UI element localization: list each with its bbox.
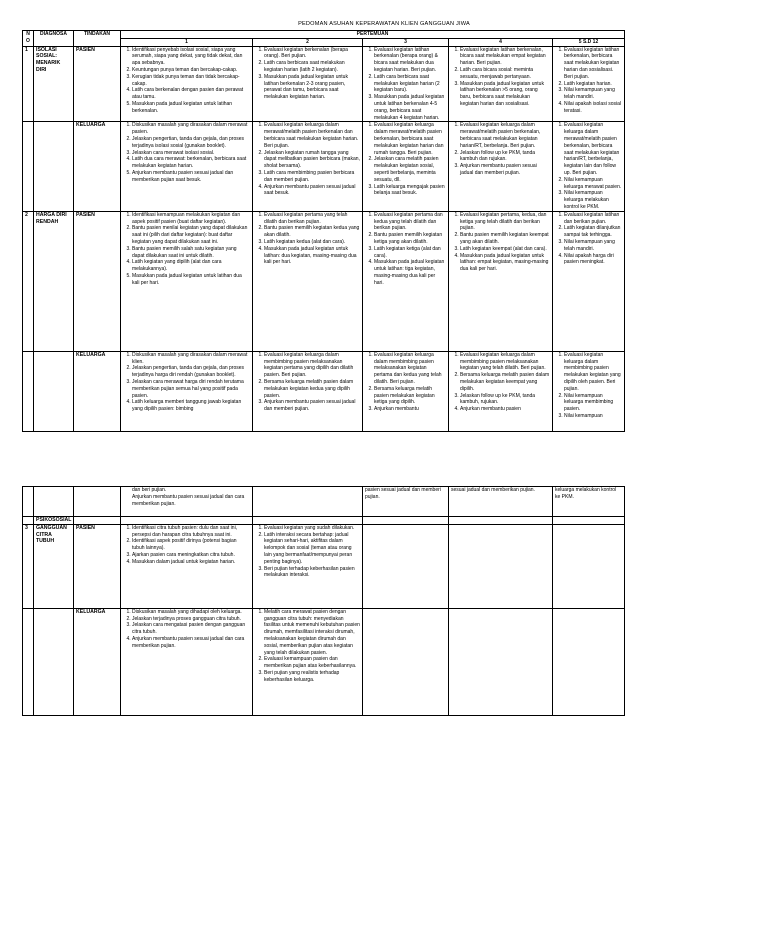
activity-item: 1. Evaluasi kegiatan keluarga dalam membimbing pasien melaksanakan kegiatan pertama yang dipilih dan dilatih pasien. Beri pujian. <box>264 352 360 379</box>
activity-item: 1. Evaluasi kegiatan keluarga dalam membimbing pasien melaksanakan kegiatan pertama dan kedua yang telah dilatih. Beri pujian. <box>374 352 446 386</box>
activity-item: 4. Latih cara berkenalan dengan pasien dan perawat atau tamu. <box>132 87 250 101</box>
activity-item: 2. Jelaskan cara melatih pasien melakukan kegiatan sosial, seperti berbelanja, meminta sesuatu, dll. <box>374 156 446 183</box>
activity-item: 1. Diskusikan masalah yang dihadapi oleh keluarga. <box>132 609 250 616</box>
activity-item: 5. Anjurkan membantu pasien sesuai jadual dan memberikan pujian saat besuk. <box>132 170 250 184</box>
activity-item: 3. Nilai kemampuan yang telah mandiri. <box>564 239 622 253</box>
meeting-cell-4 <box>449 524 553 608</box>
document-title: PEDOMAN ASUHAN KEPERAWATAN KLIEN GANGGUAN JIWA <box>298 21 470 27</box>
action-target-cell: PASIEN <box>74 524 121 608</box>
activity-item: 2. Bantu pasien memilih kegiatan ketiga yang akan dilatih. <box>374 232 446 246</box>
meeting-cell-2 <box>253 211 363 351</box>
activity-list <box>451 47 550 108</box>
activity-item: 3. Nilai kemampuan <box>564 413 622 420</box>
activity-item: 3. Masukkan pada jadual kegiatan untuk latihan berkenalan 4-5 orang, berbicara saat melakukan 4 kegiatan harian. <box>374 94 446 121</box>
activity-item: 3. Latih kegiatan keempat (alat dan cara). <box>460 246 550 253</box>
header-no: N O <box>23 31 34 47</box>
activity-item: 4. Latih dua cara merawat: berkenalan, berbicara saat melakukan kegiatan harian. <box>132 156 250 170</box>
meeting-cell-5 <box>553 351 625 431</box>
activity-list <box>555 47 622 115</box>
activity-item: 4. Nilai apakah isolasi sosial teratasi. <box>564 101 622 115</box>
activity-item: 2. Bersama keluarga melatih pasien dalam melakukan kegiatan kedua yang dipilih pasien. <box>264 379 360 399</box>
meeting-cell-1 <box>121 46 253 122</box>
meeting-cell-2 <box>253 46 363 122</box>
activity-list <box>365 122 446 197</box>
header-tindakan: TINDAKAN <box>74 31 121 47</box>
header-meeting-1: 1 <box>121 38 253 46</box>
action-target-cell: KELUARGA <box>74 608 121 715</box>
meeting-cell-5 <box>553 46 625 122</box>
activity-item: 3. Bantu pasien memilih salah satu kegiatan yang dapat dilakukan saat ini untuk dilatih. <box>132 246 250 260</box>
activity-item: 2. Latih interaksi secara bertahap: jadual kegiatan sehari-hari, aktifitas dalam kelompok dan sosial (teman atau orang lain yang bermanfaat/mempunyai peran penting baginya). <box>264 532 360 566</box>
meeting-cell-3 <box>363 608 449 715</box>
table-row <box>23 46 625 122</box>
table-row <box>23 351 625 431</box>
meeting-cell-5 <box>553 211 625 351</box>
activity-item: 2. Keuntungan punya teman dan bercakap-cakap. <box>132 67 250 74</box>
activity-item: 3. Masukkan pada jadual kegiatan untuk latihan berkenalan >5 orang, orang baru, berbicara saat melakukan kegiatan harian dan sosialisasi. <box>460 81 550 108</box>
diagnosis-cell: GANGGUAN CITRA TUBUH <box>34 524 74 608</box>
action-target-cell: KELUARGA <box>74 351 121 431</box>
table-row <box>23 122 625 211</box>
activity-list <box>365 212 446 287</box>
activity-list <box>255 352 360 413</box>
activity-item: 4. Masukkan pada jadual kegiatan untuk latihan: tiga kegiatan, masing-masing dua kali per hari. <box>374 259 446 286</box>
activity-item: 3. Jelaskan cara merawat harga diri rendah terutama memberikan pujian semua hal yang positif pada pasien. <box>132 379 250 399</box>
meeting-cell-3 <box>363 351 449 431</box>
activity-list <box>123 122 250 183</box>
meeting-cell-1 <box>121 211 253 351</box>
meeting-cell-5 <box>553 122 625 211</box>
activity-item: 2. Jelaskan follow up ke PKM, tanda kambuh dan rujukan. <box>460 150 550 164</box>
action-target-cell: PASIEN <box>74 211 121 351</box>
row-number <box>23 608 34 715</box>
activity-item: 2. Latih kegiatan dilanjutkan sampai tak terhingga. <box>564 225 622 239</box>
activity-item: 1. Evaluasi kegiatan pertama, kedua, dan ketiga yang telah dilatih dan berikan pujian. <box>460 212 550 232</box>
activity-item: 3. Ajarkan pasien cara meningkatkan citra tubuh. <box>132 552 250 559</box>
continuation-cell-2 <box>253 487 363 517</box>
activity-list <box>123 47 250 115</box>
header-meeting-2: 2 <box>253 38 363 46</box>
activity-item: 3. Beri pujian terhadap keberhasilan pasien melakukan interaksi. <box>264 566 360 580</box>
meeting-cell-4 <box>449 122 553 211</box>
meeting-cell-3 <box>363 46 449 122</box>
psikososial-label: PSIKOSOSIAL <box>34 517 74 525</box>
activity-item: 3. Nilai kemampuan yang telah mandiri. <box>564 87 622 101</box>
activity-item: 2. Bersama keluarga melatih pasien melakukan kegiatan ketiga yang dipilih. <box>374 386 446 406</box>
header-meeting-5: 5 S.D 12 <box>553 38 625 46</box>
row-number: 3 <box>23 524 34 608</box>
activity-item: 4. Anjurkan membantu pasien <box>460 406 550 413</box>
meeting-cell-4 <box>449 211 553 351</box>
activity-list <box>365 352 446 413</box>
table-row <box>23 608 625 715</box>
activity-item: 1. Identifikasi kemampuan melakukan kegiatan dan aspek positif pasien (buat daftar kegiatan). <box>132 212 250 226</box>
activity-item: 1. Evaluasi kegiatan keluarga dalam merawat/melatih pasien berkenalan dan berbicara saat melakukan kegiatan harian. Beri pujian. <box>264 122 360 149</box>
activity-item: 1. Evaluasi kegiatan latihan berkenalan, berbicara saat melakukan kegiatan harian dan sosialisasi. Beri pujian. <box>564 47 622 81</box>
continuation-row <box>23 487 625 517</box>
care-plan-table-page2 <box>22 486 625 716</box>
table-row <box>23 524 625 608</box>
activity-item: 4. Masukkan dalam jadual untuk kegiatan harian. <box>132 559 250 566</box>
activity-item: 1. Identifikasi citra tubuh pasien: dulu dan saat ini, persepsi dan harapan citra tubuhnya saat ini. <box>132 525 250 539</box>
activity-item: 1. Evaluasi kegiatan pertama dan kedua yang telah dilatih dan berikan pujian. <box>374 212 446 232</box>
activity-item: 2. Jelaskan terjadinya proses gangguan citra tubuh. <box>132 616 250 623</box>
activity-item: 3. Latih keluarga mengajak pasien belanja saat besuk. <box>374 184 446 198</box>
activity-item: 3. Anjurkan membantu <box>374 406 446 413</box>
activity-item: 2. Nilai kemampuan keluarga merawat pasien. <box>564 177 622 191</box>
activity-list <box>365 47 446 122</box>
activity-list <box>451 212 550 273</box>
activity-list <box>255 525 360 579</box>
meeting-cell-5 <box>553 608 625 715</box>
activity-item: 3. Jelaskan cara mengatasi pasien dengan gangguan citra tubuh. <box>132 622 250 636</box>
activity-item: 2. Latih kegiatan harian. <box>564 81 622 88</box>
continuation-text: dan beri pujian. <box>132 487 167 493</box>
continuation-cell-3: pasien sesuai jadual dan memberi pujian. <box>363 487 449 517</box>
activity-item: 4. Latih kegiatan yang dipilih (alat dan cara melakukannya). <box>132 259 250 273</box>
meeting-cell-4 <box>449 46 553 122</box>
table-row <box>23 211 625 351</box>
header-pertemuan: PERTEMUAN <box>121 31 625 39</box>
activity-item: 1. Evaluasi kegiatan yang sudah dilakukan. <box>264 525 360 532</box>
activity-item: 3. Beri pujian yang realistis terhadap keberhasilan keluarga. <box>264 670 360 684</box>
header-meeting-3: 3 <box>363 38 449 46</box>
meeting-cell-1 <box>121 122 253 211</box>
activity-item: 3. Anjurkan membantu pasien sesuai jadual dan memberi pujian. <box>264 399 360 413</box>
activity-item: 1. Evaluasi kegiatan latihan berkenalan, bicara saat melakukan empat kegiatan harian. Beri pujian. <box>460 47 550 67</box>
meeting-cell-1 <box>121 351 253 431</box>
diagnosis-cell <box>34 122 74 211</box>
meeting-cell-2 <box>253 351 363 431</box>
activity-item: 3. Nilai kemampuan keluarga melakukan kontrol ke PKM. <box>564 190 622 210</box>
diagnosis-cell <box>34 351 74 431</box>
activity-item: 1. Evaluasi kegiatan keluarga dalam merawat/melatih pasien berkenalan, berbicara saat melakukan kegiatan harian dan rumah tangga. Beri pujian. <box>374 122 446 156</box>
activity-item: 1. Evaluasi kegiatan berkenalan (berapa orang). Beri pujian. <box>264 47 360 61</box>
activity-item: 2. Bantu pasien memilih kegiatan keempat yang akan dilatih. <box>460 232 550 246</box>
activity-item: 2. Bersama keluarga melatih pasien dalam melakukan kegiatan keempat yang dipilih. <box>460 372 550 392</box>
activity-item: 2. Jelaskan kegiatan rumah tangga yang dapat melibatkan pasien berbicara (makan, sholat bersama). <box>264 150 360 170</box>
activity-list <box>451 122 550 176</box>
continuation-text: Anjurkan membantu pasien sesuai jadual dan cara memberikan pujian. <box>132 493 245 507</box>
activity-item: 1. Evaluasi kegiatan latihan berkenalan (berapa orang) & bicara saat melakukan dua kegiatan harian. Beri pujian. <box>374 47 446 74</box>
activity-item: 1. Diskusikan masalah yang dirasakan dalam merawat klien. <box>132 352 250 366</box>
activity-item: 4. Masukkan pada jadual kegiatan untuk latihan: empat kegiatan, masing-masing dua kali per hari. <box>460 253 550 273</box>
activity-list <box>255 122 360 197</box>
activity-item: 4. Nilai apakah harga diri pasien meningkat. <box>564 253 622 267</box>
activity-list <box>555 212 622 266</box>
meeting-cell-1 <box>121 524 253 608</box>
meeting-cell-2 <box>253 608 363 715</box>
activity-item: 3. Jelaskan follow up ke PKM, tanda kambuh, rujukan. <box>460 393 550 407</box>
row-number: 1 <box>23 46 34 122</box>
activity-item: 2. Latih cara berbicara saat melakukan kegiatan harian (latih 2 kegiatan). <box>264 60 360 74</box>
activity-item: 5. Masukkan pada jadual kegiatan untuk latihan berkenalan. <box>132 101 250 115</box>
activity-item: 1. Evaluasi kegiatan keluarga dalam membimbing pasien melaksanakan kegiatan yang telah dilatih. Beri pujian. <box>460 352 550 372</box>
continuation-cell-4: sesuai jadual dan memberikan pujian. <box>449 487 553 517</box>
activity-item: 2. Jelaskan pengertian, tanda dan gejala, dan proses terjadinya harga diri rendah (gunakan booklet). <box>132 365 250 379</box>
activity-item: 2. Jelaskan pengertian, tanda dan gejala, dan proses terjadinya isolasi sosial (gunakan booklet). <box>132 136 250 150</box>
activity-item: 4. Masukkan pada jadual kegiatan untuk latihan: dua kegiatan, masing-masing dua kali per hari. <box>264 246 360 266</box>
meeting-cell-3 <box>363 524 449 608</box>
activity-item: 3. Kerugian tidak punya teman dan tidak bercakap-cakap. <box>132 74 250 88</box>
diagnosis-cell: ISOLASI SOSIAL: MENARIK DIRI <box>34 46 74 122</box>
diagnosis-cell <box>34 608 74 715</box>
meeting-cell-2 <box>253 122 363 211</box>
activity-item: 4. Anjurkan membantu pasien sesuai jadual saat besuk. <box>264 184 360 198</box>
meeting-cell-3 <box>363 211 449 351</box>
header-diagnosa: DIAGNOSA <box>34 31 74 47</box>
activity-item: 3. Latih kegiatan kedua (alat dan cara). <box>264 239 360 246</box>
meeting-cell-5 <box>553 524 625 608</box>
activity-list <box>123 352 250 413</box>
activity-item: 1. Identifikasi penyebab isolasi sosial, siapa yang serumah, siapa yang dekat, yang tidak dekat, dan apa sebabnya. <box>132 47 250 67</box>
diagnosis-cell: HARGA DIRI RENDAH <box>34 211 74 351</box>
activity-item: 4. Anjurkan membantu pasien sesuai jadual dan cara memberikan pujian. <box>132 636 250 650</box>
activity-item: 2. Evaluasi kemampuan pasien dan memberikan pujian atas keberhasilannya. <box>264 656 360 670</box>
activity-item: 1. Evaluasi kegiatan latihan dan berikan pujian. <box>564 212 622 226</box>
activity-item: 1. Evaluasi kegiatan keluarga dalam merawat/melatih pasien berkenalan, berbicara saat melakukan kegiatan harian/RT, berbelanja, kegiatan lain dan follow up. Beri pujian. <box>564 122 622 176</box>
row-number <box>23 351 34 431</box>
activity-list <box>123 609 250 650</box>
activity-item: 2. Bantu pasien menilai kegiatan yang dapat dilakukan saat ini (pilih dari daftar kegiatan): buat daftar kegiatan yang dapat dilakukan saat ini. <box>132 225 250 245</box>
activity-item: 3. Masukkan pada jadual kegiatan untuk latihan berkenalan 2-3 orang pasien, perawat dan tamu, berbicara saat melakukan kegiatan harian. <box>264 74 360 101</box>
action-target-cell: KELUARGA <box>74 122 121 211</box>
psikososial-row <box>23 517 625 525</box>
activity-item: 3. Latih kegiatan ketiga (alat dan cara). <box>374 246 446 260</box>
row-number: 2 <box>23 211 34 351</box>
meeting-cell-2 <box>253 524 363 608</box>
meeting-cell-3 <box>363 122 449 211</box>
activity-list <box>555 122 622 210</box>
activity-item: 3. Anjurkan membantu pasien sesuai jadual dan memberi pujian. <box>460 163 550 177</box>
activity-list <box>555 352 622 420</box>
activity-list <box>255 212 360 266</box>
activity-item: 1. Evaluasi kegiatan keluarga dalam merawat/melatih pasien berkenalan, berbicara saat melakukan kegiatan harian/RT, berbelanja. Beri pujian. <box>460 122 550 149</box>
meeting-cell-1 <box>121 608 253 715</box>
activity-item: 2. Identifikasi aspek positif dirinya (potensi bagian tubuh lainnya). <box>132 538 250 552</box>
activity-item: 2. Latih cara bicara sosial: meminta sesuatu, menjawab pertanyaan. <box>460 67 550 81</box>
meeting-cell-4 <box>449 351 553 431</box>
activity-list <box>255 47 360 101</box>
activity-list <box>451 352 550 413</box>
activity-item: 1. Melatih cara merawat pasien dengan gangguan citra tubuh: menyediakan fasilitas untuk memenuhi kebutuhan pasien dirumah, memfasilitasi interaksi dirumah, melaksanakan kegiatan dirumah dan sosial, memberikan pujian atas kegiatan yang telah dilakukan pasien. <box>264 609 360 657</box>
activity-item: 1. Diskusikan masalah yang dirasakan dalam merawat pasien. <box>132 122 250 136</box>
meeting-cell-4 <box>449 608 553 715</box>
activity-list <box>123 525 250 566</box>
activity-list <box>123 212 250 287</box>
activity-item: 1. Evaluasi kegiatan keluarga dalam membimbing pasien melakukan kegiatan yang dipilih oleh pasien. Beri pujian. <box>564 352 622 393</box>
activity-item: 3. Latih cara membimbing pasien berbicara dan memberi pujian. <box>264 170 360 184</box>
header-meeting-4: 4 <box>449 38 553 46</box>
action-target-cell: PASIEN <box>74 46 121 122</box>
care-plan-table-page1 <box>22 30 625 432</box>
row-number <box>23 122 34 211</box>
activity-item: 2. Latih cara berbicara saat melakukan kegiatan harian (2 kegiatan baru). <box>374 74 446 94</box>
activity-item: 2. Nilai kemampuan keluarga membimbing pasien. <box>564 393 622 413</box>
activity-item: 1. Evaluasi kegiatan pertama yang telah dilatih dan berikan pujian. <box>264 212 360 226</box>
continuation-cell-5: keluarga melakukan kontrol ke PKM. <box>553 487 625 517</box>
activity-item: 3. Jelaskan cara merawat isolasi sosial. <box>132 150 250 157</box>
activity-list <box>255 609 360 684</box>
activity-item: 2. Bantu pasien memilih kegiatan kedua yang akan dilatih. <box>264 225 360 239</box>
continuation-cell-1 <box>121 487 253 517</box>
activity-item: 4. Latih keluarga memberi tanggung jawab kegiatan yang dipilih pasien: bimbing <box>132 399 250 413</box>
activity-item: 5. Masukkan pada jadual kegiatan untuk latihan dua kali per hari. <box>132 273 250 287</box>
